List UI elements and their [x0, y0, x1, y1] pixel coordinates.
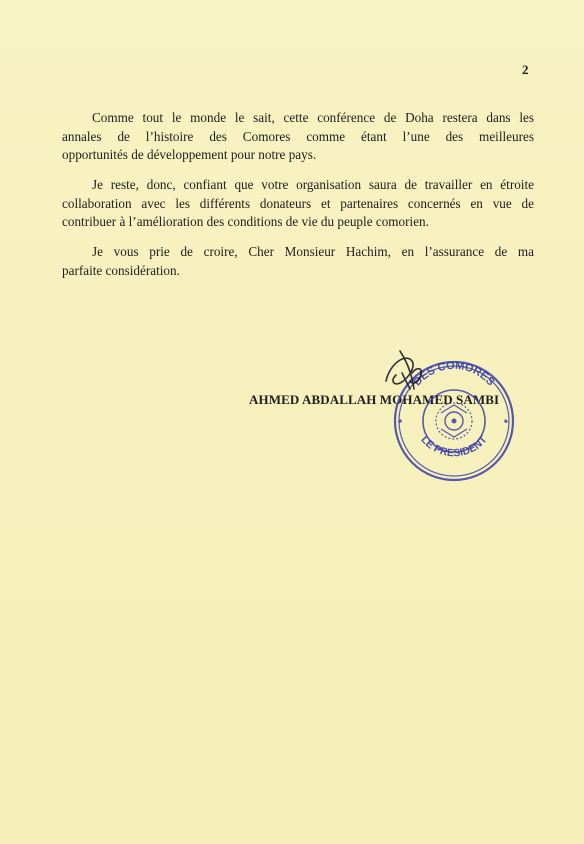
paragraph-3	[62, 243, 534, 280]
paragraph-line: annales de l’histoire des Comores comme étant l’une des meilleures	[62, 128, 534, 144]
paragraph-line: Je vous prie de croire, Cher Monsieur Hachim, en l’assurance de ma	[92, 244, 534, 259]
page-number: 2	[522, 62, 529, 77]
paragraph-line: collaboration avec les différents donateurs et partenaires concernés en vue de	[62, 195, 534, 211]
paragraph-line: parfaite considération.	[62, 262, 180, 278]
paragraph-line: contribuer à l’amélioration des conditions de vie du peuple comorien.	[62, 214, 429, 229]
presidential-seal-stamp	[378, 343, 528, 483]
paragraph-line: opportunités de développement pour notre pays.	[62, 147, 317, 162]
seal-top-text: DES COMORES	[411, 359, 497, 389]
paragraph-2	[62, 176, 534, 232]
paragraph-1	[62, 109, 534, 165]
paragraph-line: Je reste, donc, confiant que votre organisation saura de travailler en étroite	[92, 177, 534, 192]
seal-bottom-text: LE PRESIDENT	[418, 433, 490, 460]
paragraph-line: Comme tout le monde le sait, cette conférence de Doha restera dans les	[92, 110, 534, 125]
signatory-name: AHMED ABDALLAH MOHAMED SAMBI	[249, 392, 500, 407]
